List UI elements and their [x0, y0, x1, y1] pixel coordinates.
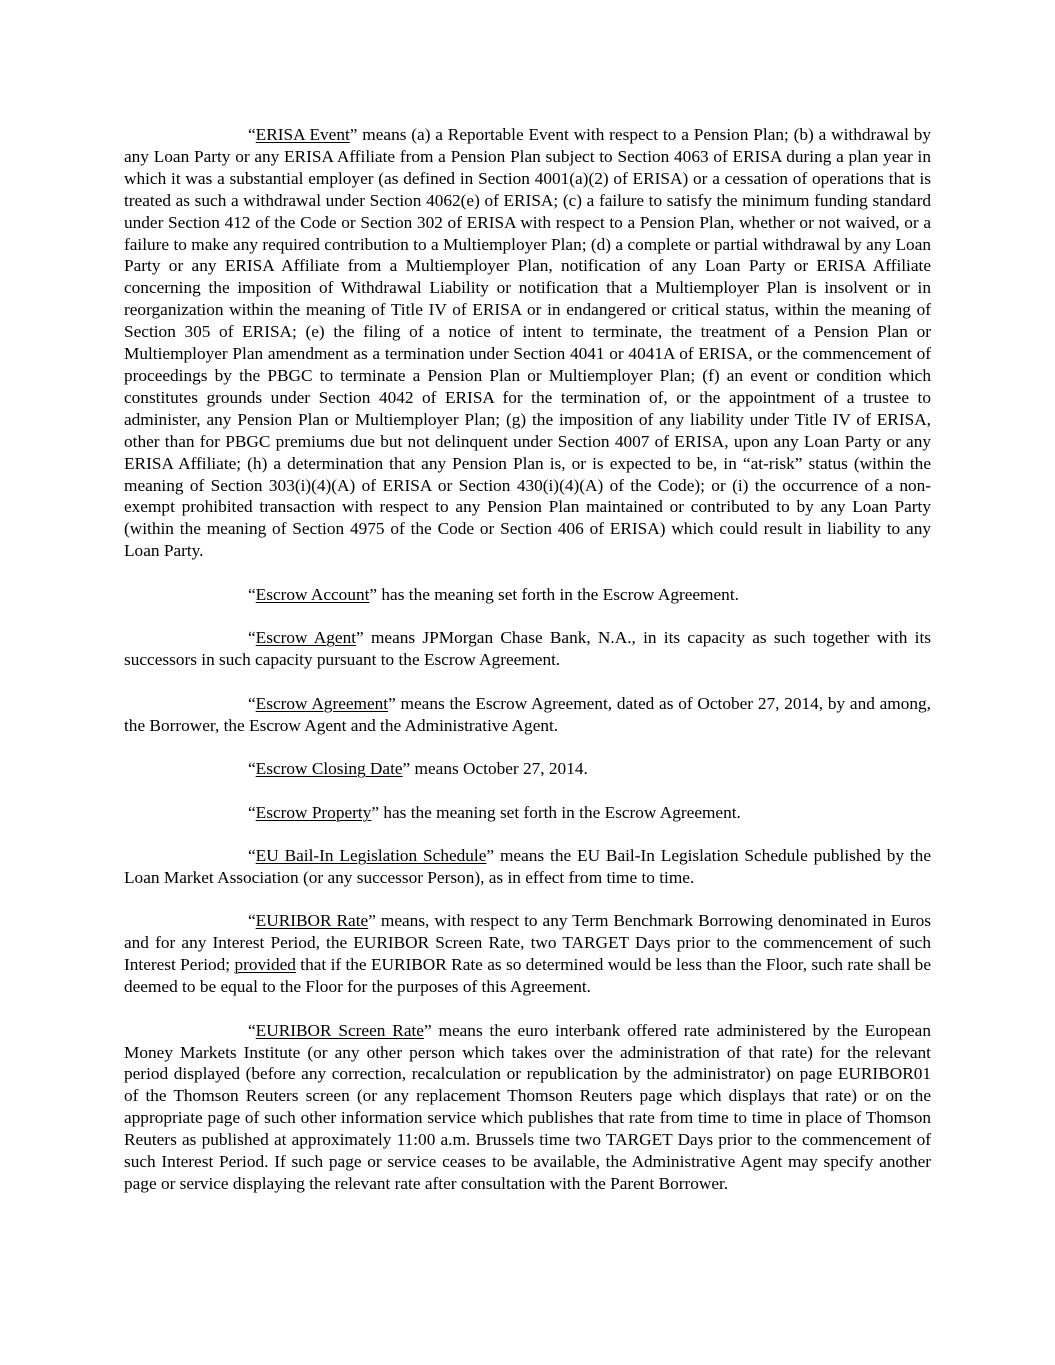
provided-emphasis: provided — [234, 955, 296, 975]
close-quote: ” — [423, 1020, 432, 1040]
definition-text: means (a) a Reportable Event with respect to a Pension Plan; (b) a withdrawal by any Loan Party or any ERISA Affiliate from a Pension Plan subject to Section 4063 of ERISA during a plan year in which it was a substantial employer (as defined in Section 4001(a)(2) of ERISA) or a cessation of operations that is treated as such a withdrawal under Section 4062(e) of ERISA; (c) a failure to satisfy the minimum funding standard under Section 412 of the Code or Section 302 of ERISA with respect to a Pension Plan, whether or not waived, or a failure to make any required contribution to a Multiemployer Plan; (d) a complete or partial withdrawal by any Loan Party or any ERISA Affiliate from a Multiemployer Plan, notification of any Loan Party or ERISA Affiliate concerning the imposition of Withdrawal Liability or notification that a Multiemployer Plan is insolvent or in reorganization within the meaning of Title IV of ERISA or in endangered or critical status, within the meaning of Section 305 of ERISA; (e) the filing of a notice of intent to terminate, the treatment of a Pension Plan or Multiemployer Plan amendment as a termination under Section 4041 or 4041A of ERISA, or the commencement of proceedings by the PBGC to terminate a Pension Plan or Multiemployer Plan; (f) an event or condition which constitutes grounds under Section 4042 of ERISA for the termination of, or the appointment of a trustee to administer, any Pension Plan or Multiemployer Plan; (g) the imposition of any liability under Title IV of ERISA, other than for PBGC premiums due but not delinquent under Section 4007 of ERISA, upon any Loan Party or any ERISA Affiliate; (h) a determination that any Pension Plan is, or is expected to be, in “at-risk” status (within the meaning of Section 303(i)(4)(A) of ERISA or Section 430(i)(4)(A) of the Code); or (i) the occurrence of a non-exempt prohibited transaction with respect to any Pension Plan maintained or contributed to by any Loan Party (within the meaning of Section 4975 of the Code or Section 406 of ERISA) which could result in liability to any Loan Party. — [124, 125, 931, 561]
defined-term: Escrow Property — [255, 802, 372, 822]
defined-term: EURIBOR Screen Rate — [255, 1020, 424, 1040]
definition-text: has the meaning set forth in the Escrow Agreement. — [377, 584, 739, 604]
definition-euribor-screen-rate — [124, 1020, 931, 1195]
defined-term: Escrow Agreement — [255, 693, 389, 713]
open-quote: “ — [248, 802, 256, 822]
definition-text: means the Escrow Agreement, dated as of October 27, 2014, by and among, the Borrower, the Escrow Agent and the Administrative Agent. — [124, 693, 931, 735]
close-quote: ” — [369, 584, 378, 604]
definition-euribor-rate — [124, 910, 931, 998]
definition-text: means, with respect to any Term Benchmark Borrowing denominated in Euros and for any Interest Period, the EURIBOR Screen Rate, two TARGET Days prior to the commencement of such Interest Period; — [124, 911, 932, 975]
defined-term: EU Bail-In Legislation Schedule — [255, 846, 487, 866]
definition-eu-bail-in-legislation-schedule — [124, 845, 931, 889]
open-quote: “ — [248, 911, 256, 931]
definition-escrow-agent — [124, 627, 931, 671]
open-quote: “ — [248, 125, 256, 144]
close-quote: ” — [486, 846, 495, 866]
definition-erisa-event — [124, 124, 931, 562]
definition-escrow-property — [124, 802, 931, 824]
document-page — [124, 124, 931, 1217]
defined-term: EURIBOR Rate — [255, 911, 369, 931]
definition-text: means JPMorgan Chase Bank, N.A., in its capacity as such together with its successors in such capacity pursuant to the Escrow Agreement. — [124, 628, 931, 670]
defined-term: Escrow Closing Date — [255, 759, 403, 779]
close-quote: ” — [349, 125, 358, 144]
definition-text: means October 27, 2014. — [410, 759, 588, 779]
open-quote: “ — [248, 1020, 256, 1040]
close-quote: ” — [402, 759, 411, 779]
open-quote: “ — [248, 584, 256, 604]
definition-escrow-closing-date — [124, 758, 931, 780]
close-quote: ” — [371, 802, 380, 822]
definition-escrow-agreement — [124, 693, 931, 737]
open-quote: “ — [248, 759, 256, 779]
close-quote: ” — [368, 911, 376, 931]
close-quote: ” — [388, 693, 396, 713]
definition-text: means the EU Bail-In Legislation Schedule published by the Loan Market Association (or any successor Person), as in effect from time to time. — [124, 846, 931, 887]
open-quote: “ — [248, 693, 256, 713]
defined-term: ERISA Event — [255, 125, 350, 144]
close-quote: ” — [356, 628, 364, 648]
defined-term: Escrow Account — [255, 584, 370, 604]
definition-text: means the euro interbank offered rate administered by the European Money Markets Institute (or any other person which takes over the administration of that rate) for the relevant period displayed (before any correction, recalculation or republication by the administrator) on page EURIBOR01 of the Thomson Reuters screen (or any replacement Thomson Reuters page which displays that rate) or on the appropriate page of such other information service which publishes that rate from time to time in place of Thomson Reuters as published at approximately 11:00 a.m. Brussels time two TARGET Days prior to the commencement of such Interest Period. If such page or service ceases to be available, the Administrative Agent may specify another page or service displaying the relevant rate after consultation with the Parent Borrower. — [124, 1020, 931, 1193]
definition-text: has the meaning set forth in the Escrow Agreement. — [379, 802, 741, 822]
open-quote: “ — [248, 846, 256, 866]
defined-term: Escrow Agent — [255, 628, 357, 648]
definition-escrow-account — [124, 584, 931, 606]
definition-text: that if the EURIBOR Rate as so determined would be less than the Floor, such rate shall be deemed to be equal to the Floor for the purposes of this Agreement. — [124, 955, 931, 997]
open-quote: “ — [248, 628, 256, 648]
